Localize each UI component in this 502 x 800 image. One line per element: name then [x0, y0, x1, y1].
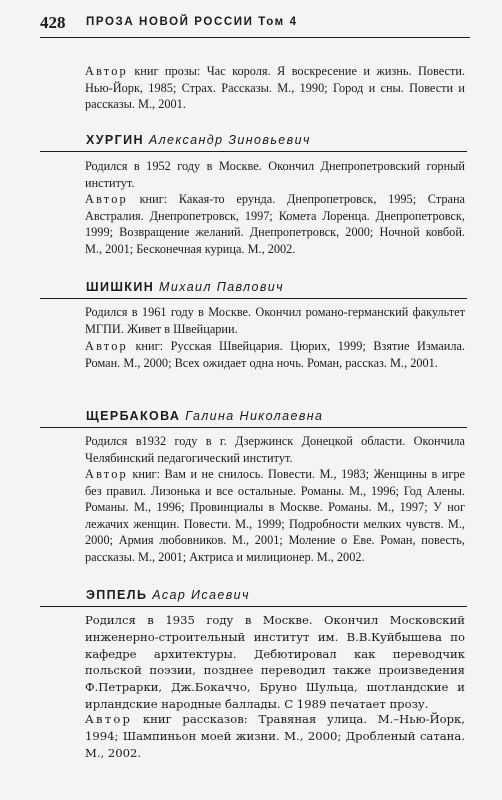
- page-number: 428: [40, 13, 66, 32]
- bio-born: Родился в1932 году в г. Дзержинск Донецкой области. Окончила Челябинский педагогический институт.: [85, 434, 465, 465]
- author-surname: ШИШКИН: [86, 280, 155, 294]
- works-label: Автор: [85, 339, 128, 353]
- author-name: [86, 280, 284, 294]
- bio-heading: [40, 586, 467, 607]
- works-label: Автор: [85, 192, 128, 206]
- works-text: книг рассказов: Травяная улица. М.–Нью-Йорк, 1994; Шампиньон моей жизни. М., 2000; Дробленый сатана. М., 2002.: [85, 712, 465, 760]
- author-given-names: Александр Зиновьевич: [148, 133, 311, 147]
- author-name: [86, 588, 250, 602]
- bio-heading: [40, 407, 467, 428]
- running-head-title: ПРОЗА НОВОЙ РОССИИ Том 4: [86, 16, 298, 28]
- bio-works: [85, 711, 465, 761]
- works-label: Автор: [85, 64, 128, 78]
- author-name: [86, 133, 311, 147]
- author-surname: ЩЕРБАКОВА: [86, 409, 181, 423]
- works-label: Автор: [85, 467, 128, 481]
- author-given-names: Галина Николаевна: [185, 409, 324, 423]
- author-surname: ЭППЕЛЬ: [86, 588, 148, 602]
- author-name: [86, 409, 323, 423]
- author-surname: ХУРГИН: [86, 133, 144, 147]
- works-text: книг: Вам и не снилось. Повести. М., 1983; Женщины в игре без правил. Лизонька и все остальные. Романы. М., 1996; Год Алены. Романы. М., 1996; Провинциалы в Москве. Романы. М., 1997; У ног лежачих женщин. Повести. М., 1999; Подробности мелких чувств. М., 2000; Армия любовников. М., 2001; Моление о Еве. Роман, повесть, рассказы. М., 2001; Актриса и милиционер. М., 2002.: [85, 467, 465, 564]
- intro-works: [85, 63, 465, 113]
- bio-works: [85, 338, 465, 371]
- bio-born: Родился в 1935 году в Москве. Окончил Московский инженерно-строительный институт им. В.В.Куйбышева по кафедре архитектуры. Дебютировал как переводчик польской поэзии, позднее переводил также произведения Ф.Петрарки, Дж.Бокаччо, Бруно Шульца, шотландские и ирландские народные баллады. С 1989 печатает прозу.: [85, 613, 465, 711]
- bio-works: [85, 466, 465, 566]
- works-text: книг прозы: Час короля. Я воскресение и жизнь. Повести. Нью-Йорк, 1985; Страх. Рассказы. М., 1990; Город и сны. Повести и рассказы. М., 2001.: [85, 64, 465, 112]
- author-given-names: Михаил Павлович: [159, 280, 284, 294]
- bio-born: Родился в 1952 году в Москве. Окончил Днепропетровский горный институт.: [85, 159, 465, 190]
- works-text: книг: Русская Швейцария. Цюрих, 1999; Взятие Измаила. Роман. М., 2000; Всех ожидает одна ночь. Роман, рассказ. М., 2001.: [85, 339, 465, 370]
- bio-heading: [40, 278, 467, 299]
- bio-heading: [40, 131, 467, 152]
- bio-works: [85, 191, 465, 257]
- works-text: книг: Какая-то ерунда. Днепропетровск, 1995; Страна Австралия. Днепропетровск, 1997; Комета Лоренца. Днепропетровск, 1999; Возвращение желаний. Днепропетровск, 2000; Ночной ковбой. М., 2001; Бесконечная курица. М., 2002.: [85, 192, 465, 256]
- author-given-names: Асар Исаевич: [152, 588, 250, 602]
- works-label: Автор: [85, 712, 133, 726]
- bio-born: Родился в 1961 году в Москве. Окончил романо-германский факультет МГПИ. Живет в Швейцарии.: [85, 305, 465, 336]
- running-header: [40, 13, 470, 38]
